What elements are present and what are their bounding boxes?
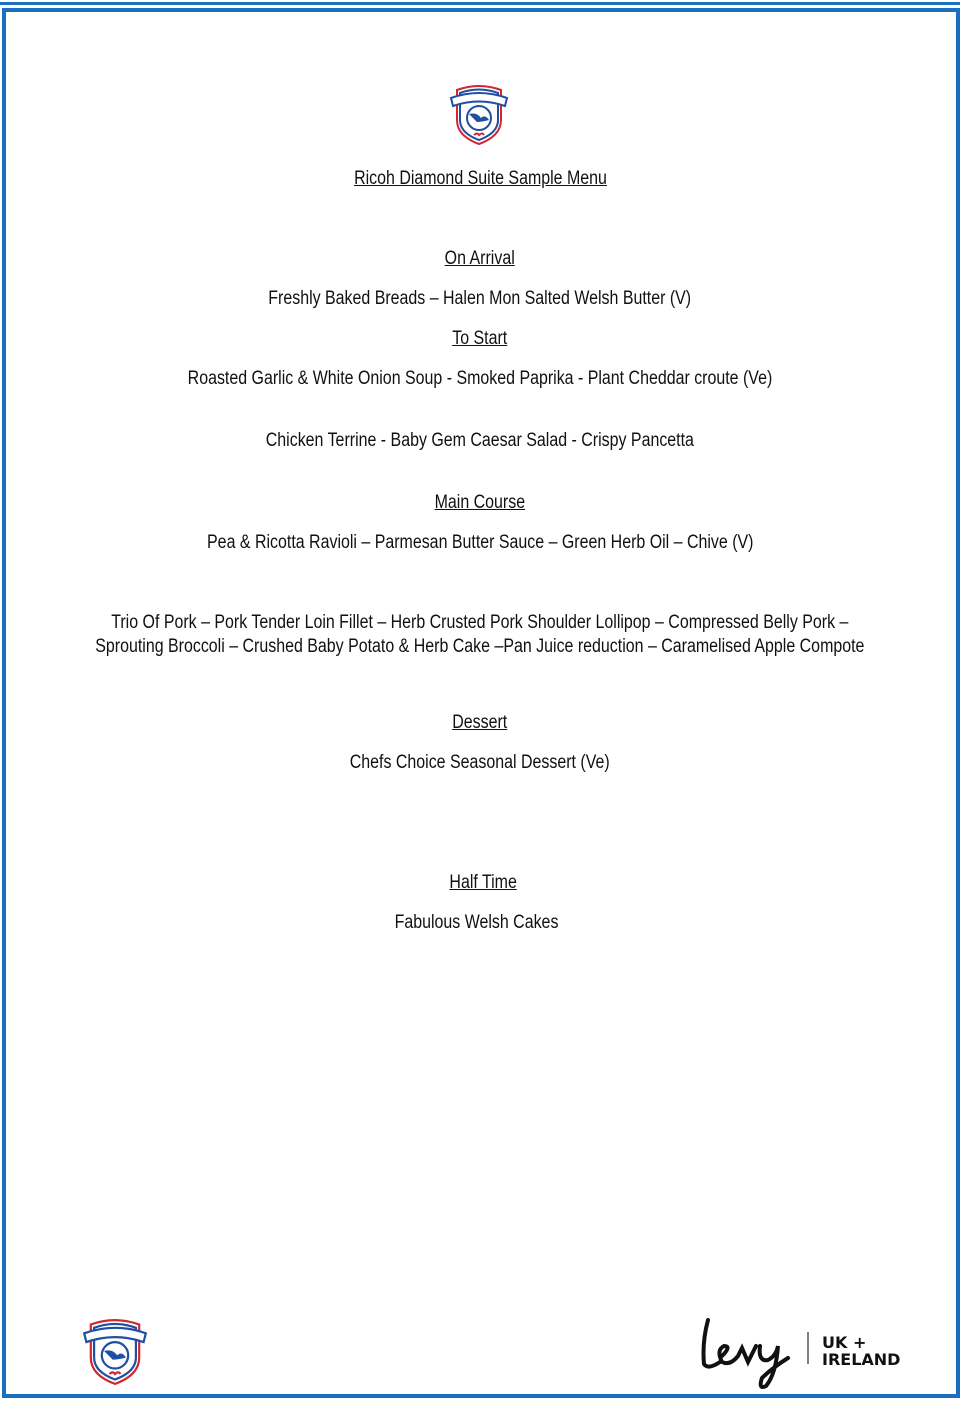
section-heading-half-time	[3, 872, 960, 894]
menu-item	[0, 368, 960, 390]
item-text: Fabulous Welsh Cakes	[395, 912, 559, 933]
item-text: Pea & Ricotta Ravioli – Parmesan Butter Sauce – Green Herb Oil – Chive (V)	[206, 532, 754, 553]
menu-title-text: Ricoh Diamond Suite Sample Menu	[353, 168, 607, 189]
item-text: Chefs Choice Seasonal Dessert (Ve)	[350, 752, 610, 773]
page-border	[2, 8, 960, 1398]
top-rule	[0, 2, 960, 5]
menu-item	[0, 612, 960, 634]
levy-uk-ireland-logo	[698, 1312, 913, 1392]
item-text: Sprouting Broccoli – Crushed Baby Potato & Herb Cake –Pan Juice reduction – Caramelised Apple Compote	[95, 636, 865, 657]
heading-text: Main Course	[434, 492, 526, 513]
menu-item	[0, 636, 960, 658]
menu-item	[0, 532, 960, 554]
section-heading-dessert	[0, 712, 960, 734]
menu-item	[0, 430, 960, 452]
menu-item	[0, 752, 960, 774]
item-text: Freshly Baked Breads – Halen Mon Salted Welsh Butter (V)	[268, 288, 692, 309]
menu-title	[0, 168, 960, 190]
heading-text: To Start	[452, 328, 508, 349]
cardiff-city-crest-top	[449, 84, 509, 146]
section-heading-main-course	[0, 492, 960, 514]
section-heading-on-arrival	[0, 248, 960, 270]
heading-text: On Arrival	[444, 248, 516, 269]
svg-text:IRELAND: IRELAND	[822, 1350, 901, 1369]
heading-text: Half Time	[449, 872, 517, 893]
section-heading-to-start	[0, 328, 960, 350]
menu-item	[0, 288, 960, 310]
item-text: Roasted Garlic & White Onion Soup - Smoked Paprika - Plant Cheddar croute (Ve)	[187, 368, 773, 389]
menu-item	[0, 912, 957, 934]
svg-text:UK +: UK +	[822, 1333, 867, 1352]
item-text: Chicken Terrine - Baby Gem Caesar Salad - Crispy Pancetta	[265, 430, 695, 451]
heading-text: Dessert	[452, 712, 508, 733]
cardiff-city-crest-bottom	[82, 1316, 148, 1388]
item-text: Trio Of Pork – Pork Tender Loin Fillet – Herb Crusted Pork Shoulder Lollipop – Compressed Belly Pork –	[111, 612, 849, 633]
